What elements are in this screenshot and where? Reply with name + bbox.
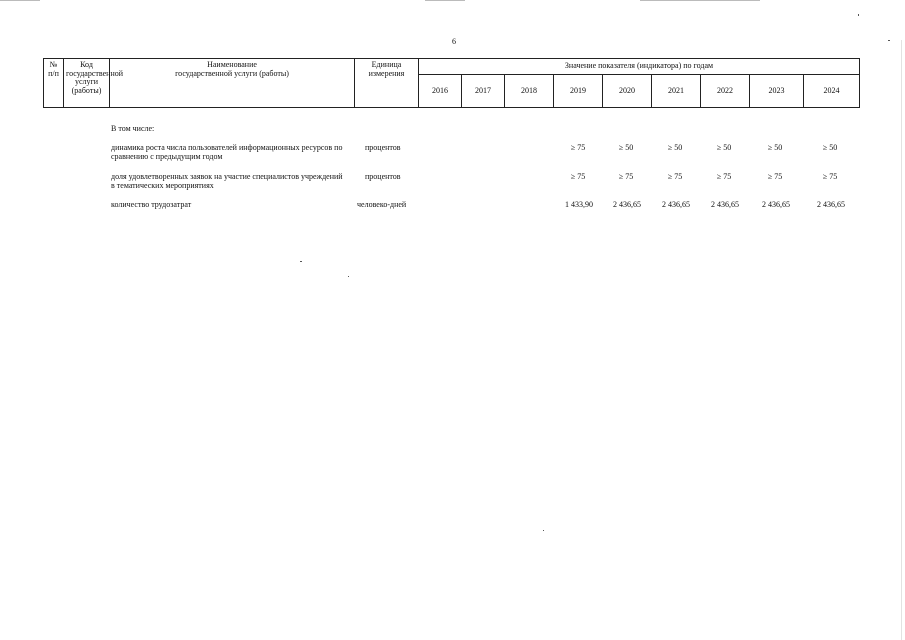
scan-edge-mark — [425, 0, 465, 1]
header-year: 2021 — [652, 75, 701, 108]
row-value-2019: ≥ 75 — [570, 172, 586, 181]
header-col-unit — [355, 59, 419, 108]
row-value-2024: ≥ 75 — [822, 172, 838, 181]
scan-edge-mark — [640, 0, 760, 1]
scan-speck — [858, 14, 859, 16]
header-col-name — [110, 59, 355, 108]
row-value-2022: 2 436,65 — [711, 200, 739, 209]
page-number: 6 — [452, 37, 456, 46]
scan-speck — [300, 261, 302, 262]
scan-speck — [888, 40, 890, 41]
header-col-code: Код государственной услуги (работы) — [64, 59, 110, 108]
row-value-2022: ≥ 75 — [716, 172, 732, 181]
indicator-table-header — [43, 58, 860, 108]
scan-speck — [348, 276, 349, 277]
header-col-name-line1: Наименование — [207, 60, 257, 69]
row-value-2021: ≥ 50 — [667, 143, 683, 152]
row-value-2023: 2 436,65 — [762, 200, 790, 209]
row-value-2024: ≥ 50 — [822, 143, 838, 152]
header-col-values: Значение показателя (индикатора) по годам — [419, 59, 860, 75]
row-value-2023: ≥ 75 — [767, 172, 783, 181]
row-value-2021: ≥ 75 — [667, 172, 683, 181]
row-value-2020: ≥ 75 — [618, 172, 634, 181]
header-year: 2016 — [419, 75, 462, 108]
header-col-name-line2: государственной услуги (работы) — [175, 68, 289, 78]
header-year: 2023 — [750, 75, 804, 108]
scan-speck — [543, 530, 544, 531]
row-unit: процентов — [365, 172, 401, 181]
row-name: динамика роста числа пользователей информационных ресурсов по сравнению с предыдущим годом — [111, 143, 343, 161]
header-year: 2022 — [701, 75, 750, 108]
row-unit: процентов — [365, 143, 401, 152]
header-col-unit-line1: Единица — [371, 60, 402, 69]
header-year: 2019 — [554, 75, 603, 108]
row-value-2024: 2 436,65 — [817, 200, 845, 209]
row-value-2019: 1 433,90 — [565, 200, 593, 209]
row-name: доля удовлетворенных заявок на участие специалистов учреждений в тематических мероприятиях — [111, 172, 343, 190]
header-year: 2024 — [804, 75, 860, 108]
subheading: В том числе: — [111, 124, 155, 133]
scan-edge-shadow — [901, 40, 902, 640]
row-name: количество трудозатрат — [111, 200, 192, 209]
header-year: 2017 — [462, 75, 505, 108]
header-col-unit-line2: измерения — [368, 68, 405, 78]
row-unit: человеко-дней — [357, 200, 407, 209]
row-value-2019: ≥ 75 — [570, 143, 586, 152]
scan-edge-mark — [0, 0, 40, 1]
header-year: 2018 — [505, 75, 554, 108]
row-value-2020: 2 436,65 — [613, 200, 641, 209]
header-col-num: № п/п — [44, 59, 64, 108]
row-value-2023: ≥ 50 — [767, 143, 783, 152]
row-value-2020: ≥ 50 — [618, 143, 634, 152]
header-year: 2020 — [603, 75, 652, 108]
row-value-2022: ≥ 50 — [716, 143, 732, 152]
row-value-2021: 2 436,65 — [662, 200, 690, 209]
